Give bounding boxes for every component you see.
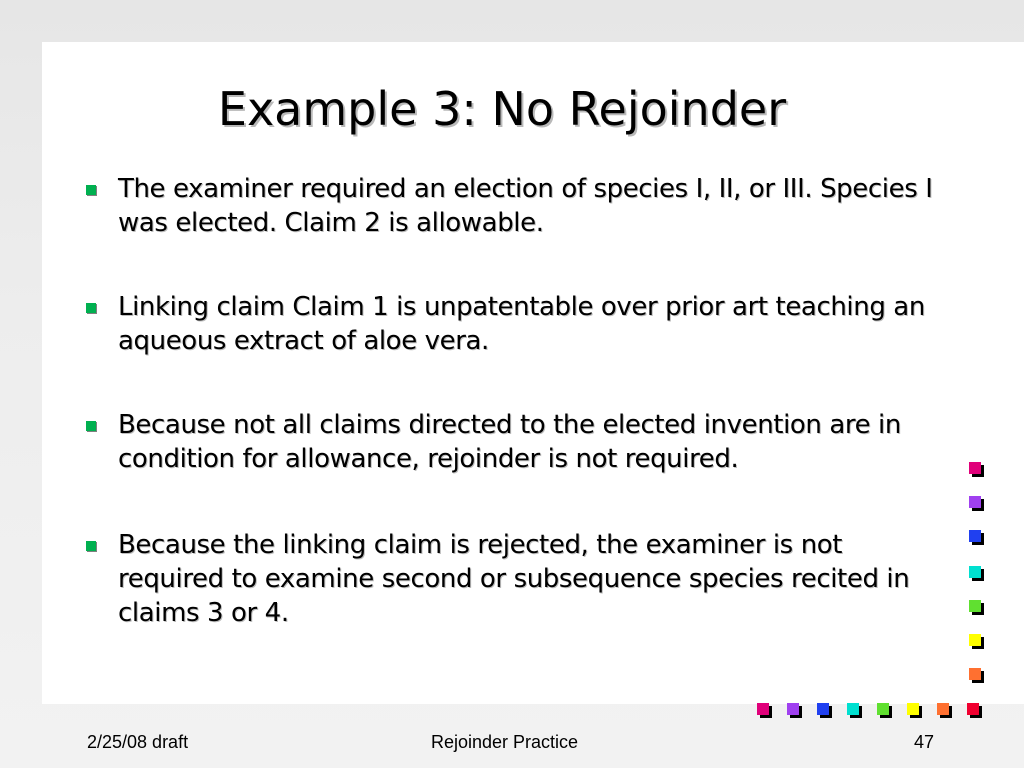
- decorative-square-icon: [787, 703, 799, 715]
- decorative-square-icon: [877, 703, 889, 715]
- bullet-item: [84, 290, 944, 358]
- decorative-square-icon: [969, 600, 981, 612]
- bullet-text: Linking claim Claim 1 is unpatentable over prior art teaching an aqueous extract of aloe vera.: [118, 292, 925, 356]
- decorative-square-icon: [969, 462, 981, 474]
- slide-title: Example 3: No Rejoinder: [217, 82, 787, 136]
- decorative-square-icon: [907, 703, 919, 715]
- decorative-square-icon: [757, 703, 769, 715]
- bullet-item: [84, 408, 944, 476]
- square-bullet-icon: [86, 541, 96, 551]
- square-bullet-icon: [86, 303, 96, 313]
- decorative-square-icon: [969, 496, 981, 508]
- decorative-square-icon: [969, 566, 981, 578]
- decorative-square-icon: [967, 703, 979, 715]
- decorative-square-icon: [969, 668, 981, 680]
- decorative-square-icon: [937, 703, 949, 715]
- footer-date: 2/25/08 draft: [87, 732, 189, 752]
- square-bullet-icon: [86, 185, 96, 195]
- footer-title: Rejoinder Practice: [431, 732, 579, 752]
- decorative-square-icon: [969, 530, 981, 542]
- decorative-square-icon: [847, 703, 859, 715]
- bullet-text: Because the linking claim is rejected, the examiner is not required to examine second or subsequence species recited in claims 3 or 4.: [118, 530, 910, 628]
- decorative-square-icon: [969, 634, 981, 646]
- bullet-text: The examiner required an election of species I, II, or III. Species I was elected. Claim 2 is allowable.: [118, 174, 933, 238]
- bullet-item: [84, 172, 944, 240]
- bullet-text: Because not all claims directed to the elected invention are in condition for allowance, rejoinder is not required.: [118, 410, 901, 474]
- square-bullet-icon: [86, 421, 96, 431]
- decorative-square-icon: [817, 703, 829, 715]
- slide-number: 47: [914, 732, 935, 752]
- bullet-item: [84, 528, 944, 630]
- bullet-list: [84, 172, 944, 680]
